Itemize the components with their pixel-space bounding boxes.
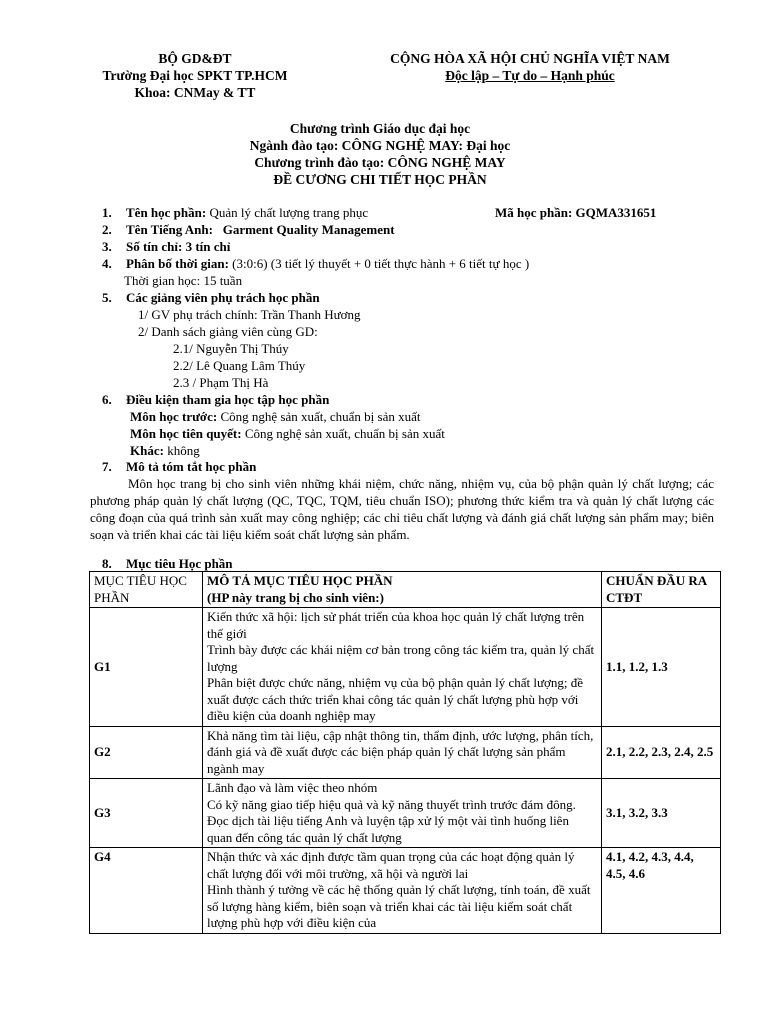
objective-description [203,848,602,934]
prior-course-value: Công nghệ sản xuất, chuẩn bị sản xuất [220,409,421,424]
objective-outcome: 2.1, 2.2, 2.3, 2.4, 2.5 [602,726,721,779]
section-number: 1. [102,205,112,220]
objective-outcome: 4.1, 4.2, 4.3, 4.4, 4.5, 4.6 [602,848,721,934]
course-name: Quản lý chất lượng trang phục [209,205,369,220]
section-label: Số tín chỉ: 3 tín chỉ [126,239,231,254]
time-distribution: (3:0:6) (3 tiết lý thuyết + 0 tiết thực hành + 6 tiết tự học ) [232,256,530,271]
section-english-name [102,221,395,238]
section-number: 6. [102,392,112,407]
section-course-name [102,204,368,221]
section-label: Mô tả tóm tắt học phần [126,459,257,474]
study-duration: Thời gian học: 15 tuần [124,273,243,288]
objective-description [203,726,602,779]
section-time [102,255,529,272]
other-condition [130,442,200,459]
table-row [90,779,721,848]
header-outcome [602,572,721,608]
lecturer-item: 2.1/ Nguyễn Thị Thúy [173,341,289,356]
lecturer-item: 2.2/ Lê Quang Lâm Thúy [173,358,306,373]
lecturer-list-label: 2/ Danh sách giảng viên cùng GD: [138,324,318,339]
training-program-title: Chương trình đào tạo: CÔNG NGHỆ MAY [254,155,506,170]
section-label: Các giảng viên phụ trách học phần [126,290,320,305]
section-label: Điều kiện tham gia học tập học phần [126,392,330,407]
section-number: 3. [102,239,112,254]
course-summary-text: Môn học trang bị cho sinh viên những khái niệm, chức năng, nhiệm vụ, của bộ phận quản lý chất lượng; các phương pháp quản lý chất lượng (QC, TQC, TQM, tiêu chuẩn ISO); phương thức kiểm tra và quản lý chất lượng các công đoạn của quá trình sản xuất may công nghiệp; các chỉ tiêu chất lượng và đánh giá chất lượng sản phẩm may; biên soạn và triển khai các tài liệu kiểm soát chất lượng sản phẩm. [90,476,714,542]
section-prerequisites [102,391,329,408]
section-objectives [102,555,233,572]
objective-description [203,608,602,727]
objective-line: Nhận thức và xác định được tầm quan trọng của các hoạt động quản lý chất lượng đối với môi trường, xã hội và người lai [207,849,575,881]
course-code [495,204,656,221]
objective-line: Có kỹ năng giao tiếp hiệu quả và kỹ năng thuyết trình trước đám đông. [207,796,576,812]
ministry-name: BỘ GD&ĐT [158,51,232,66]
section-number: 4. [102,256,112,271]
objective-line: Kiến thức xã hội: lịch sử phát triển của khoa học quản lý chất lượng trên thế giới [207,609,585,641]
document-titles [180,120,580,188]
program-title: Chương trình Giáo dục đại học [289,121,471,136]
objective-line: Hình thành ý tưởng về các hệ thống quản lý chất lượng, tính toán, đề xuất số lượng hàng kiểm, biên soạn và triển khai các tài liệu kiểm soát chất lượng phù hợp với điều kiện của [207,882,591,930]
table-header-row [90,572,721,608]
section-summary [102,458,256,475]
header-objective [90,572,203,608]
other-label: Khác: [130,443,164,458]
header-right [360,50,700,84]
header-description [203,572,602,608]
table-row [90,726,721,779]
objective-code: G1 [90,608,203,727]
prerequisite-value: Công nghệ sản xuất, chuẩn bị sản xuất [244,426,445,441]
objectives-table [89,571,721,934]
prior-course-label: Môn học trước: [130,409,218,424]
header-description-title: MÔ TẢ MỤC TIÊU HỌC PHẦN [207,573,393,588]
objective-line: Đọc dịch tài liệu tiếng Anh và luyện tập xử lý một vài tình huống liên quan đến công tác quản lý chất lượng [207,813,569,845]
syllabus-title: ĐỀ CƯƠNG CHI TIẾT HỌC PHẦN [273,172,487,187]
major-title: Ngành đào tạo: CÔNG NGHỆ MAY: Đại học [249,138,511,153]
objective-code: G2 [90,726,203,779]
other-value: không [167,443,200,458]
objective-line: Trình bày được các khái niệm cơ bản trong công tác kiểm tra, quản lý chất lượng [207,642,595,674]
section-number: 2. [102,222,112,237]
english-name: Garment Quality Management [222,222,395,237]
header-objective-text: MỤC TIÊU HỌC PHẦN [94,573,187,605]
objective-line: Khả năng tìm tài liệu, cập nhật thông tin, thẩm định, ước lượng, phân tích, đánh giá và đề xuất được các biện pháp quản lý chất lượng sản phẩm ngành may [207,727,594,776]
objective-line: Lãnh đạo và làm việc theo nhóm [207,780,378,795]
course-code-label: Mã học phần: [495,205,573,220]
prior-course [130,408,420,425]
national-title: CỘNG HÒA XÃ HỘI CHỦ NGHĨA VIỆT NAM [390,51,670,66]
section-number: 8. [102,556,112,571]
header-description-subtitle: (HP này trang bị cho sinh viên:) [207,589,384,605]
objective-code: G4 [90,848,203,934]
section-label: Tên Tiếng Anh: [126,222,213,237]
objective-code: G3 [90,779,203,848]
section-number: 5. [102,290,112,305]
section-number: 7. [102,459,112,474]
national-motto: Độc lập – Tự do – Hạnh phúc [445,68,615,83]
objective-outcome: 1.1, 1.2, 1.3 [602,608,721,727]
header-outcome-text: CHUẨN ĐẦU RA CTĐT [606,573,707,605]
section-credits [102,238,230,255]
faculty-name: Khoa: CNMay & TT [134,85,256,100]
section-label: Tên học phần: [126,205,207,220]
header-left [95,50,295,101]
objective-outcome: 3.1, 3.2, 3.3 [602,779,721,848]
section-lecturers [102,289,320,306]
course-summary-paragraph [90,475,714,543]
prerequisite-label: Môn học tiên quyết: [130,426,242,441]
prerequisite-course [130,425,445,442]
objective-line: Phân biệt được chức năng, nhiệm vụ của bộ phận quản lý chất lượng; đề xuất được cách thức triển khai công tác quản lý chất lượng phù hợp với điều kiện của doanh nghiệp may [207,675,584,723]
section-label: Mục tiêu Học phần [126,556,233,571]
objective-description [203,779,602,848]
table-row [90,608,721,727]
table-row [90,848,721,934]
section-label: Phân bố thời gian: [126,256,229,271]
main-lecturer: 1/ GV phụ trách chính: Trần Thanh Hương [138,307,361,322]
lecturer-item: 2.3 / Phạm Thị Hà [173,375,269,390]
course-code-value: GQMA331651 [575,205,657,220]
university-name: Trường Đại học SPKT TP.HCM [102,68,288,83]
